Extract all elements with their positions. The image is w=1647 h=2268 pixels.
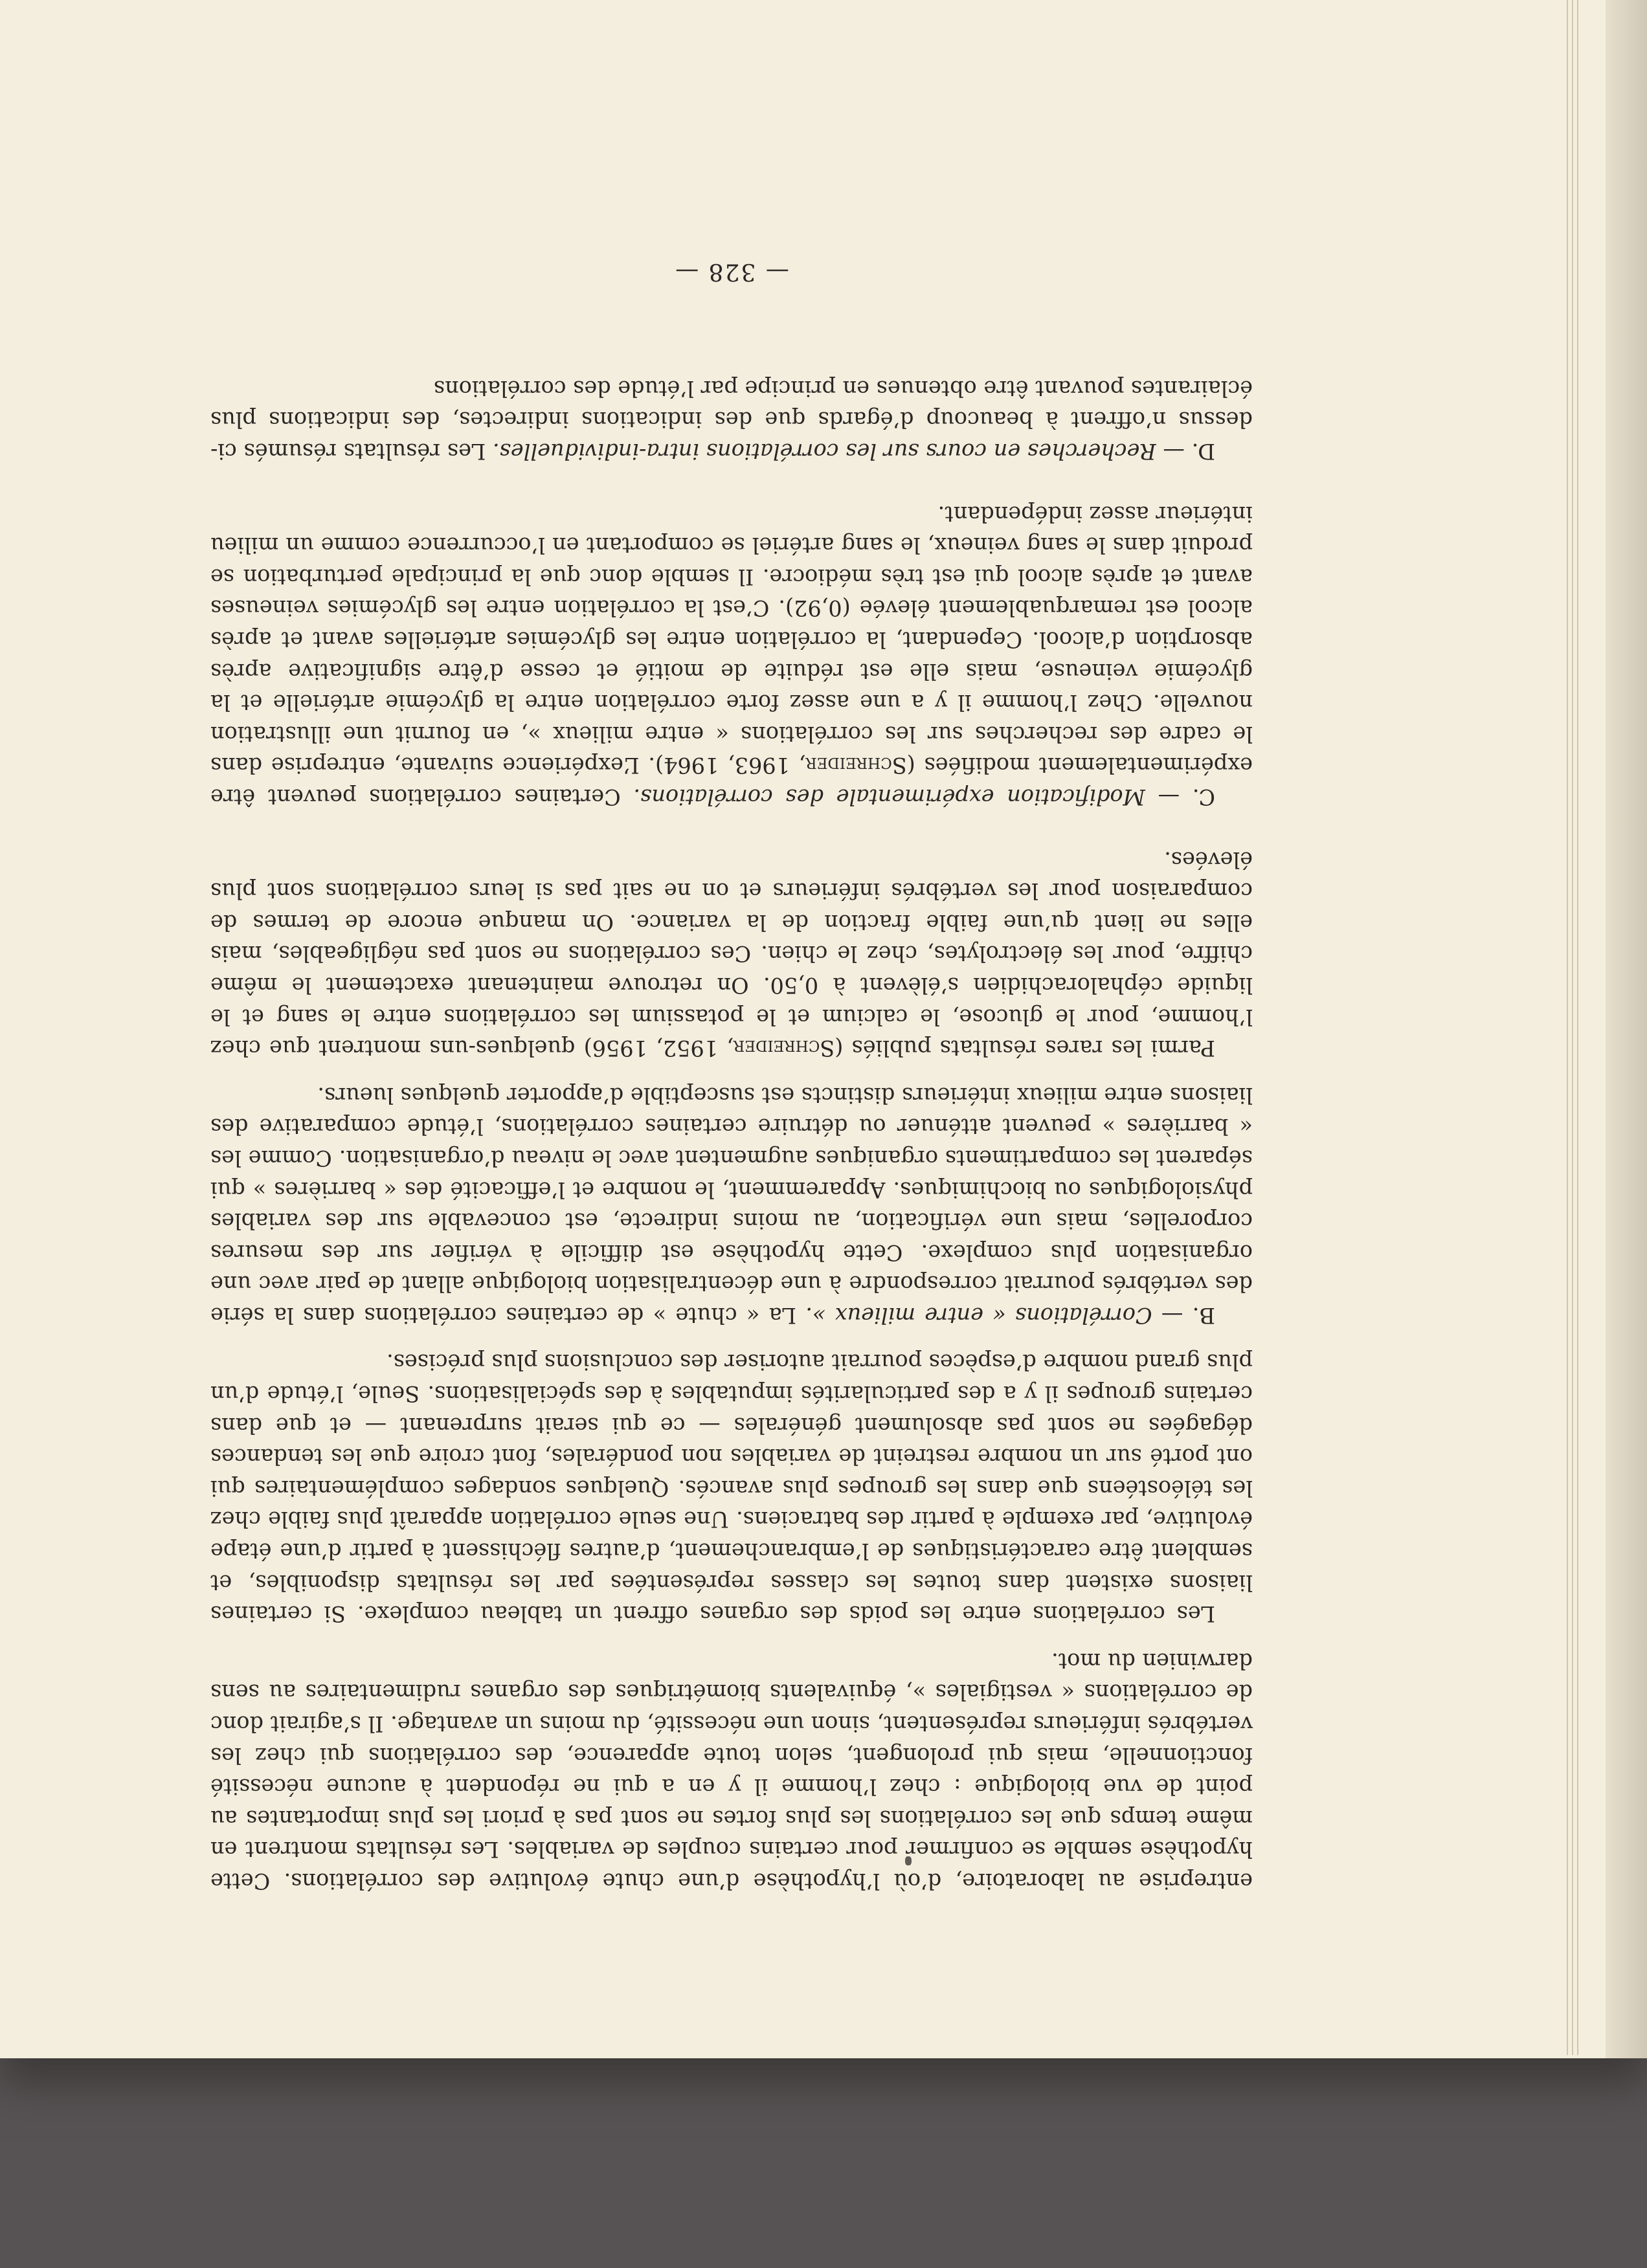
- paragraph-organ-weights: Les corrélations entre les poids des organes offrent un tableau complexe. Si certaines liaisons existent dans toutes les classes représentées par les résultats disponibles, et semblent être caractéristiques de l’embranchement, d’autres fléchissent à partir d’une étape évolutive, par exemple à partir des batraciens. Une seule corrélation apparaît plus faible chez les téléostéens que dans les groupes plus avancés. Quelques sondages complémentaires qui ont porté sur un nombre restreint de variables non pondérales, font croire que les tendances dégagées ne sont pas absolument générales — ce qui serait surprenant — et que dans certains groupes il y a des particularités imputables à des spécialisations. Seule, l’étude d’un plus grand nombre d’espèces pourrait autoriser des conclusions plus précises.: [210, 1350, 1253, 1627]
- section-c-title: Modification expérimentale des corrélations.: [633, 784, 1145, 810]
- page-edge-line: [1572, 0, 1573, 2055]
- page-stack-shadow: [1606, 0, 1647, 2058]
- section-d-text: Les résultats résumés ci-dessus n’offrent à beaucoup d’égards que des indications indirectes, des indications plus éclairantes pouvant être obtenues en principe par l’étude des corrélations: [210, 375, 1253, 465]
- section-c-text-end: , 1963, 1964). L’expérience suivante, entreprise dans le cadre des recherches sur les corrélations « entre milieux », en fournit une illustration nouvelle. Chez l’homme il y a une assez forte corrélation entre la glycémie artérielle et la glycémie veineuse, mais elle est réduite de moitié et cesse d’être significative après absorption d’alcool. Cependant, la corrélation entre les glycémies artérielles avant et après alcool est remarquablement élevée (0,92). C’est la corrélation entre les glycémies veineuses avant et après alcool qui est très médiocre. Il semble donc que la principale perturbation se produit dans le sang veineux, le sang artériel se comportant en l’occurrence comme un milieu intérieur assez indépendant.: [210, 501, 1253, 779]
- section-b-text: La « chute » de certaines corrélations dans la série des vertébrés pourrait correspondre à une décentralisation biologique allant de pair avec une organisation plus complexe. Cette hypothèse est difficile à vérifier sur des mesures corporelles, mais une vérification, au moins indirecte, est concevable sur des variables physiologiques ou biochimiques. Apparemment, le nombre et l’efficacité des « barrières » qui séparent les compartiments organiques augmentent avec le niveau d’organisation. Comme les « barrières » peuvent atténuer ou détruire certaines corrélations, l’étude comparative des liaisons entre milieux intérieurs distincts est susceptible d’apporter quelques lueurs.: [210, 1082, 1253, 1328]
- citation-author: Schreider: [733, 1036, 835, 1062]
- section-c-paragraph: [210, 498, 1253, 812]
- section-d-title: Recherches en cours sur les corrélations intra-individuelles.: [493, 439, 1156, 465]
- section-b-results-paragraph: [210, 843, 1253, 1063]
- page-number: — 328 —: [674, 258, 789, 285]
- citation-author: Schreider: [805, 753, 907, 779]
- page-edge-line: [1577, 0, 1578, 2055]
- section-b-lead: B. —: [1152, 1302, 1215, 1328]
- section-d-paragraph: [210, 372, 1253, 467]
- paragraph-intro-continuation: entreprise au laboratoire, d’où l’hypothèse d’une chute évolutive des corrélations. Cette hypothèse semble se confirmer pour certains couples de variables. Les résultats montrent en même temps que les corrélations les plus fortes ne sont pas à priori les plus importantes au point de vue biologique : chez l’homme il y en a qui ne répondent à aucune nécessité fonctionnelle, mais qui prolongent, selon toute apparence, des corrélations qui chez les vertébrés inférieurs représentent, sinon une nécessité, du moins un avantage. Il s’agirait donc de corrélations « vestigiales », équivalents biométriques des organes rudimentaires au sens darwinien du mot.: [210, 1648, 1253, 1894]
- section-b-paragraph: [210, 1079, 1253, 1331]
- section-c-lead: C. —: [1145, 784, 1215, 810]
- section-d-lead: D. —: [1156, 439, 1215, 465]
- page-edge-line: [1567, 0, 1568, 2055]
- results-text-start: Parmi les rares résultats publiés (: [835, 1036, 1215, 1062]
- page-content: [210, 188, 1253, 1896]
- section-b-title: Corrélations « entre milieux ».: [805, 1302, 1152, 1328]
- results-text-end: , 1952, 1956) quelques-uns montrent que chez l’homme, pour le glucose, le calcium et le potassium les corrélations entre le sang et le liquide céphalorachidien s’élèvent à 0,50. On retrouve maintenant exactement le même chiffre, pour les électrolytes, chez le chien. Ces corrélations ne sont pas négligeables, mais elles ne lient qu’une faible fraction de la variance. On manque encore de termes de comparaison pour les vertébrés inférieurs et on ne sait pas si leurs corrélations sont plus élevées.: [210, 847, 1253, 1062]
- section-c-text-start: Certaines corrélations peuvent être expérimentalement modifiées (: [210, 753, 1253, 810]
